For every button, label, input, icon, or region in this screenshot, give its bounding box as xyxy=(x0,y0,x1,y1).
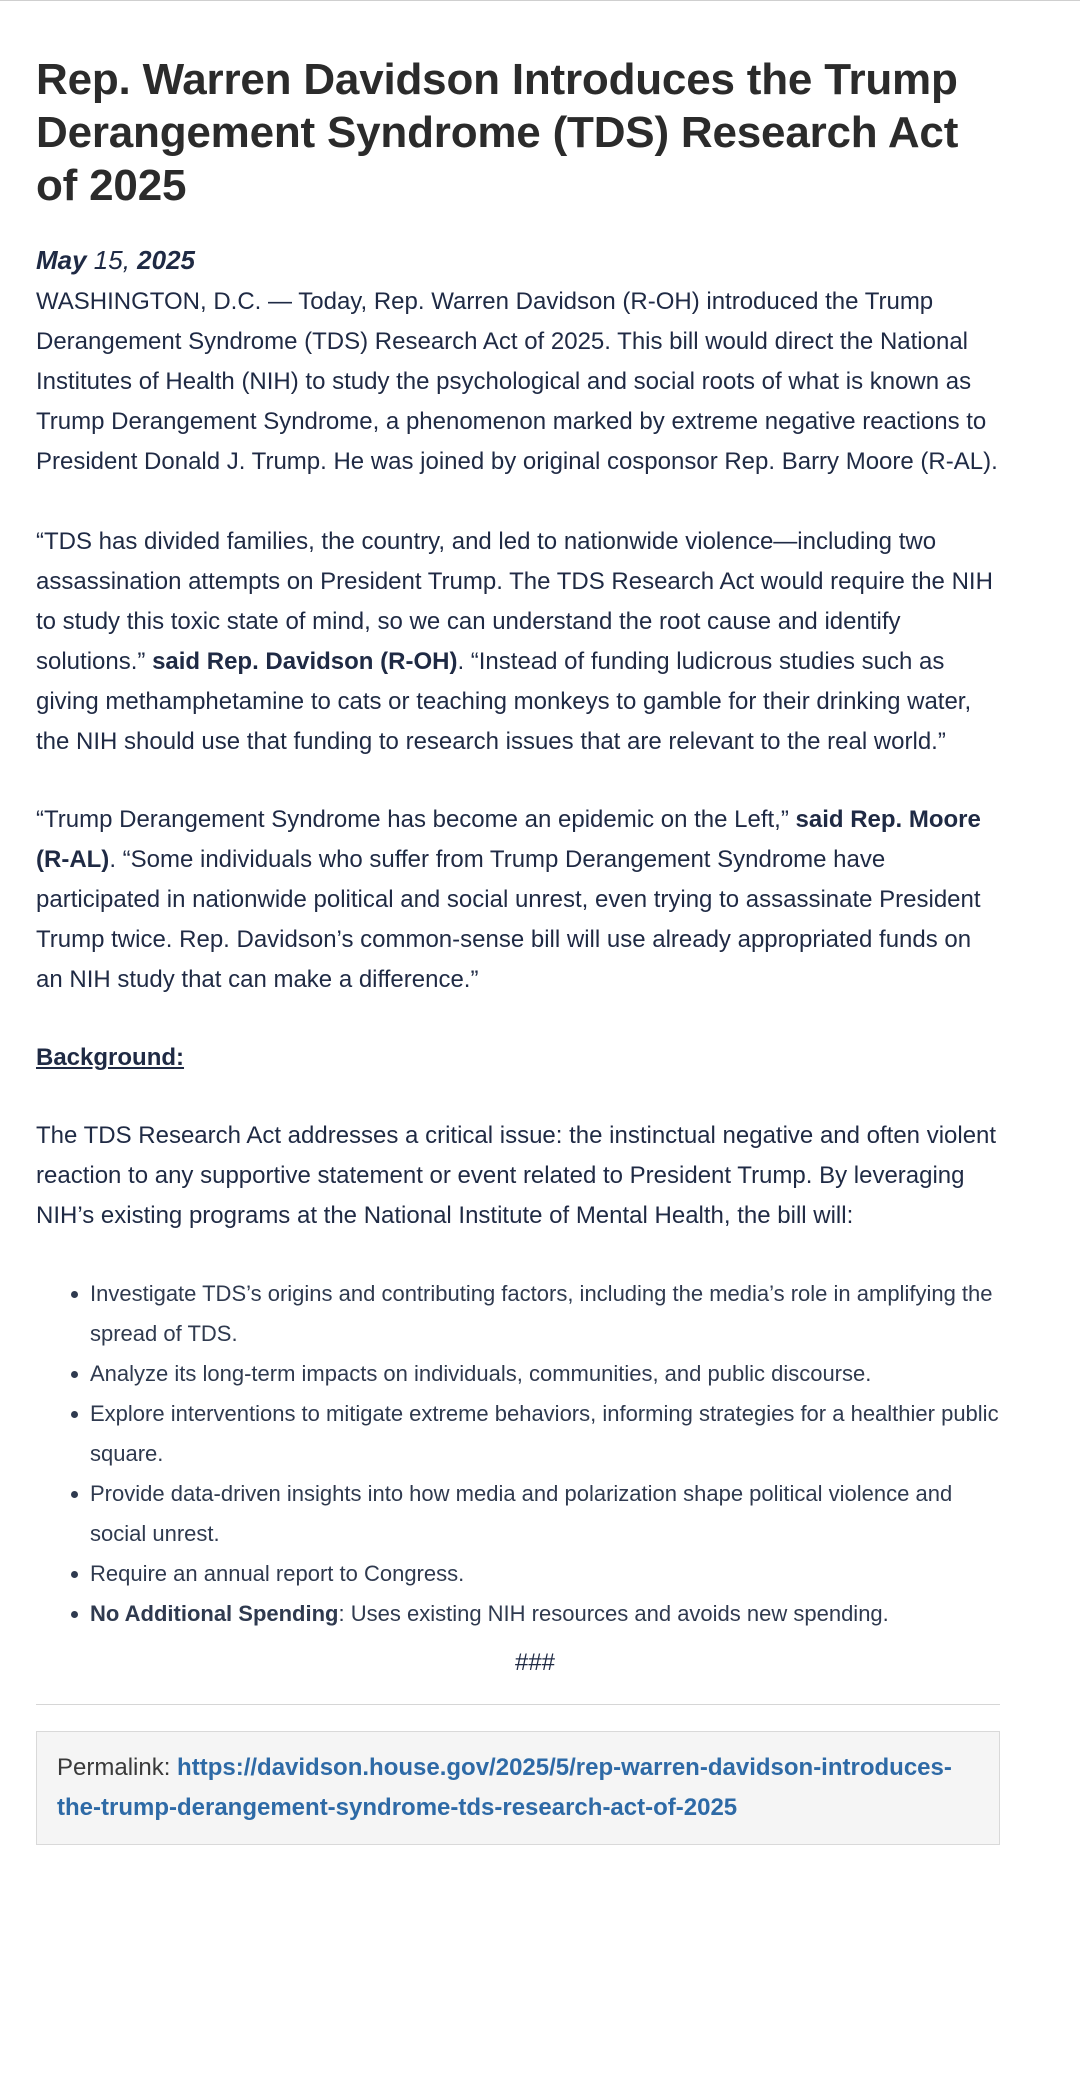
press-release xyxy=(0,1,1038,1845)
list-item xyxy=(90,1354,1002,1394)
list-item-text: Analyze its long-term impacts on individuals, communities, and public discourse. xyxy=(90,1361,872,1386)
davidson-quote-part2: . “Instead of funding ludicrous studies such as giving methamphetamine to cats or teaching monkeys to gamble for their drinking water, the NIH should use that funding to research issues that are relevant to the real world.” xyxy=(36,648,972,755)
bill-provisions-list xyxy=(36,1274,1002,1634)
davidson-quote-paragraph xyxy=(36,522,1002,762)
list-item-text: Explore interventions to mitigate extreme behaviors, informing strategies for a healthier public square. xyxy=(90,1401,999,1466)
bullet-icon xyxy=(71,1291,78,1298)
date-day: 15, xyxy=(86,245,138,275)
permalink-link[interactable]: https://davidson.house.gov/2025/5/rep-warren-davidson-introduces-the-trump-derangement-syndrome-tds-research-act-of-2025 xyxy=(57,1754,952,1821)
list-item-bold-text: No Additional Spending xyxy=(90,1601,339,1626)
divider xyxy=(36,1704,1000,1705)
publish-date xyxy=(36,244,1002,276)
bullet-icon xyxy=(71,1611,78,1618)
list-item-text: : Uses existing NIH resources and avoids new spending. xyxy=(338,1601,889,1626)
list-item-text: Provide data-driven insights into how media and polarization shape political violence and social unrest. xyxy=(90,1481,953,1546)
davidson-attribution: said Rep. Davidson (R-OH) xyxy=(152,648,458,675)
list-item-text: Investigate TDS’s origins and contributing factors, including the media’s role in amplifying the spread of TDS. xyxy=(90,1281,993,1346)
date-month: May xyxy=(36,245,87,275)
bullet-icon xyxy=(71,1491,78,1498)
bullet-icon xyxy=(71,1571,78,1578)
list-item xyxy=(90,1394,1002,1474)
moore-quote-part2: . “Some individuals who suffer from Trump Derangement Syndrome have participated in nationwide political and social unrest, even trying to assassinate President Trump twice. Rep. Davidson’s common-sense bill will use already appropriated funds on an NIH study that can make a difference.” xyxy=(36,846,981,993)
permalink-label: Permalink: xyxy=(57,1754,178,1781)
moore-attribution: said Rep. Moore (R-AL) xyxy=(36,806,981,873)
list-item xyxy=(90,1274,1002,1354)
intro-paragraph: WASHINGTON, D.C. — Today, Rep. Warren Davidson (R-OH) introduced the Trump Derangement Syndrome (TDS) Research Act of 2025. This bill would direct the National Institutes of Health (NIH) to study the psychological and social roots of what is known as Trump Derangement Syndrome, a phenomenon marked by extreme negative reactions to President Donald J. Trump. He was joined by original cosponsor Rep. Barry Moore (R-AL). xyxy=(36,288,998,475)
bullet-icon xyxy=(71,1411,78,1418)
date-year: 2025 xyxy=(137,245,196,275)
permalink-box xyxy=(36,1731,1000,1845)
bullet-icon xyxy=(71,1371,78,1378)
davidson-quote-part1: “TDS has divided families, the country, and led to nationwide violence—including two assassination attempts on President Trump. The TDS Research Act would require the NIH to study this toxic state of mind, so we can understand the root cause and identify solutions.” xyxy=(36,528,993,675)
background-paragraph: The TDS Research Act addresses a critical issue: the instinctual negative and often violent reaction to any supportive statement or event related to President Trump. By leveraging NIH’s existing programs at the National Institute of Mental Health, the bill will: xyxy=(36,1122,997,1229)
list-item-text: Require an annual report to Congress. xyxy=(90,1561,465,1586)
page-title: Rep. Warren Davidson Introduces the Trump Derangement Syndrome (TDS) Research Act of 2025 xyxy=(36,55,959,210)
moore-quote-paragraph xyxy=(36,800,1002,1000)
list-item xyxy=(90,1594,1002,1634)
list-item xyxy=(90,1474,1002,1554)
list-item xyxy=(90,1554,1002,1594)
end-mark: ### xyxy=(514,1649,556,1676)
background-heading: Background: xyxy=(36,1044,185,1071)
moore-quote-part1: “Trump Derangement Syndrome has become an epidemic on the Left,” xyxy=(36,806,796,833)
